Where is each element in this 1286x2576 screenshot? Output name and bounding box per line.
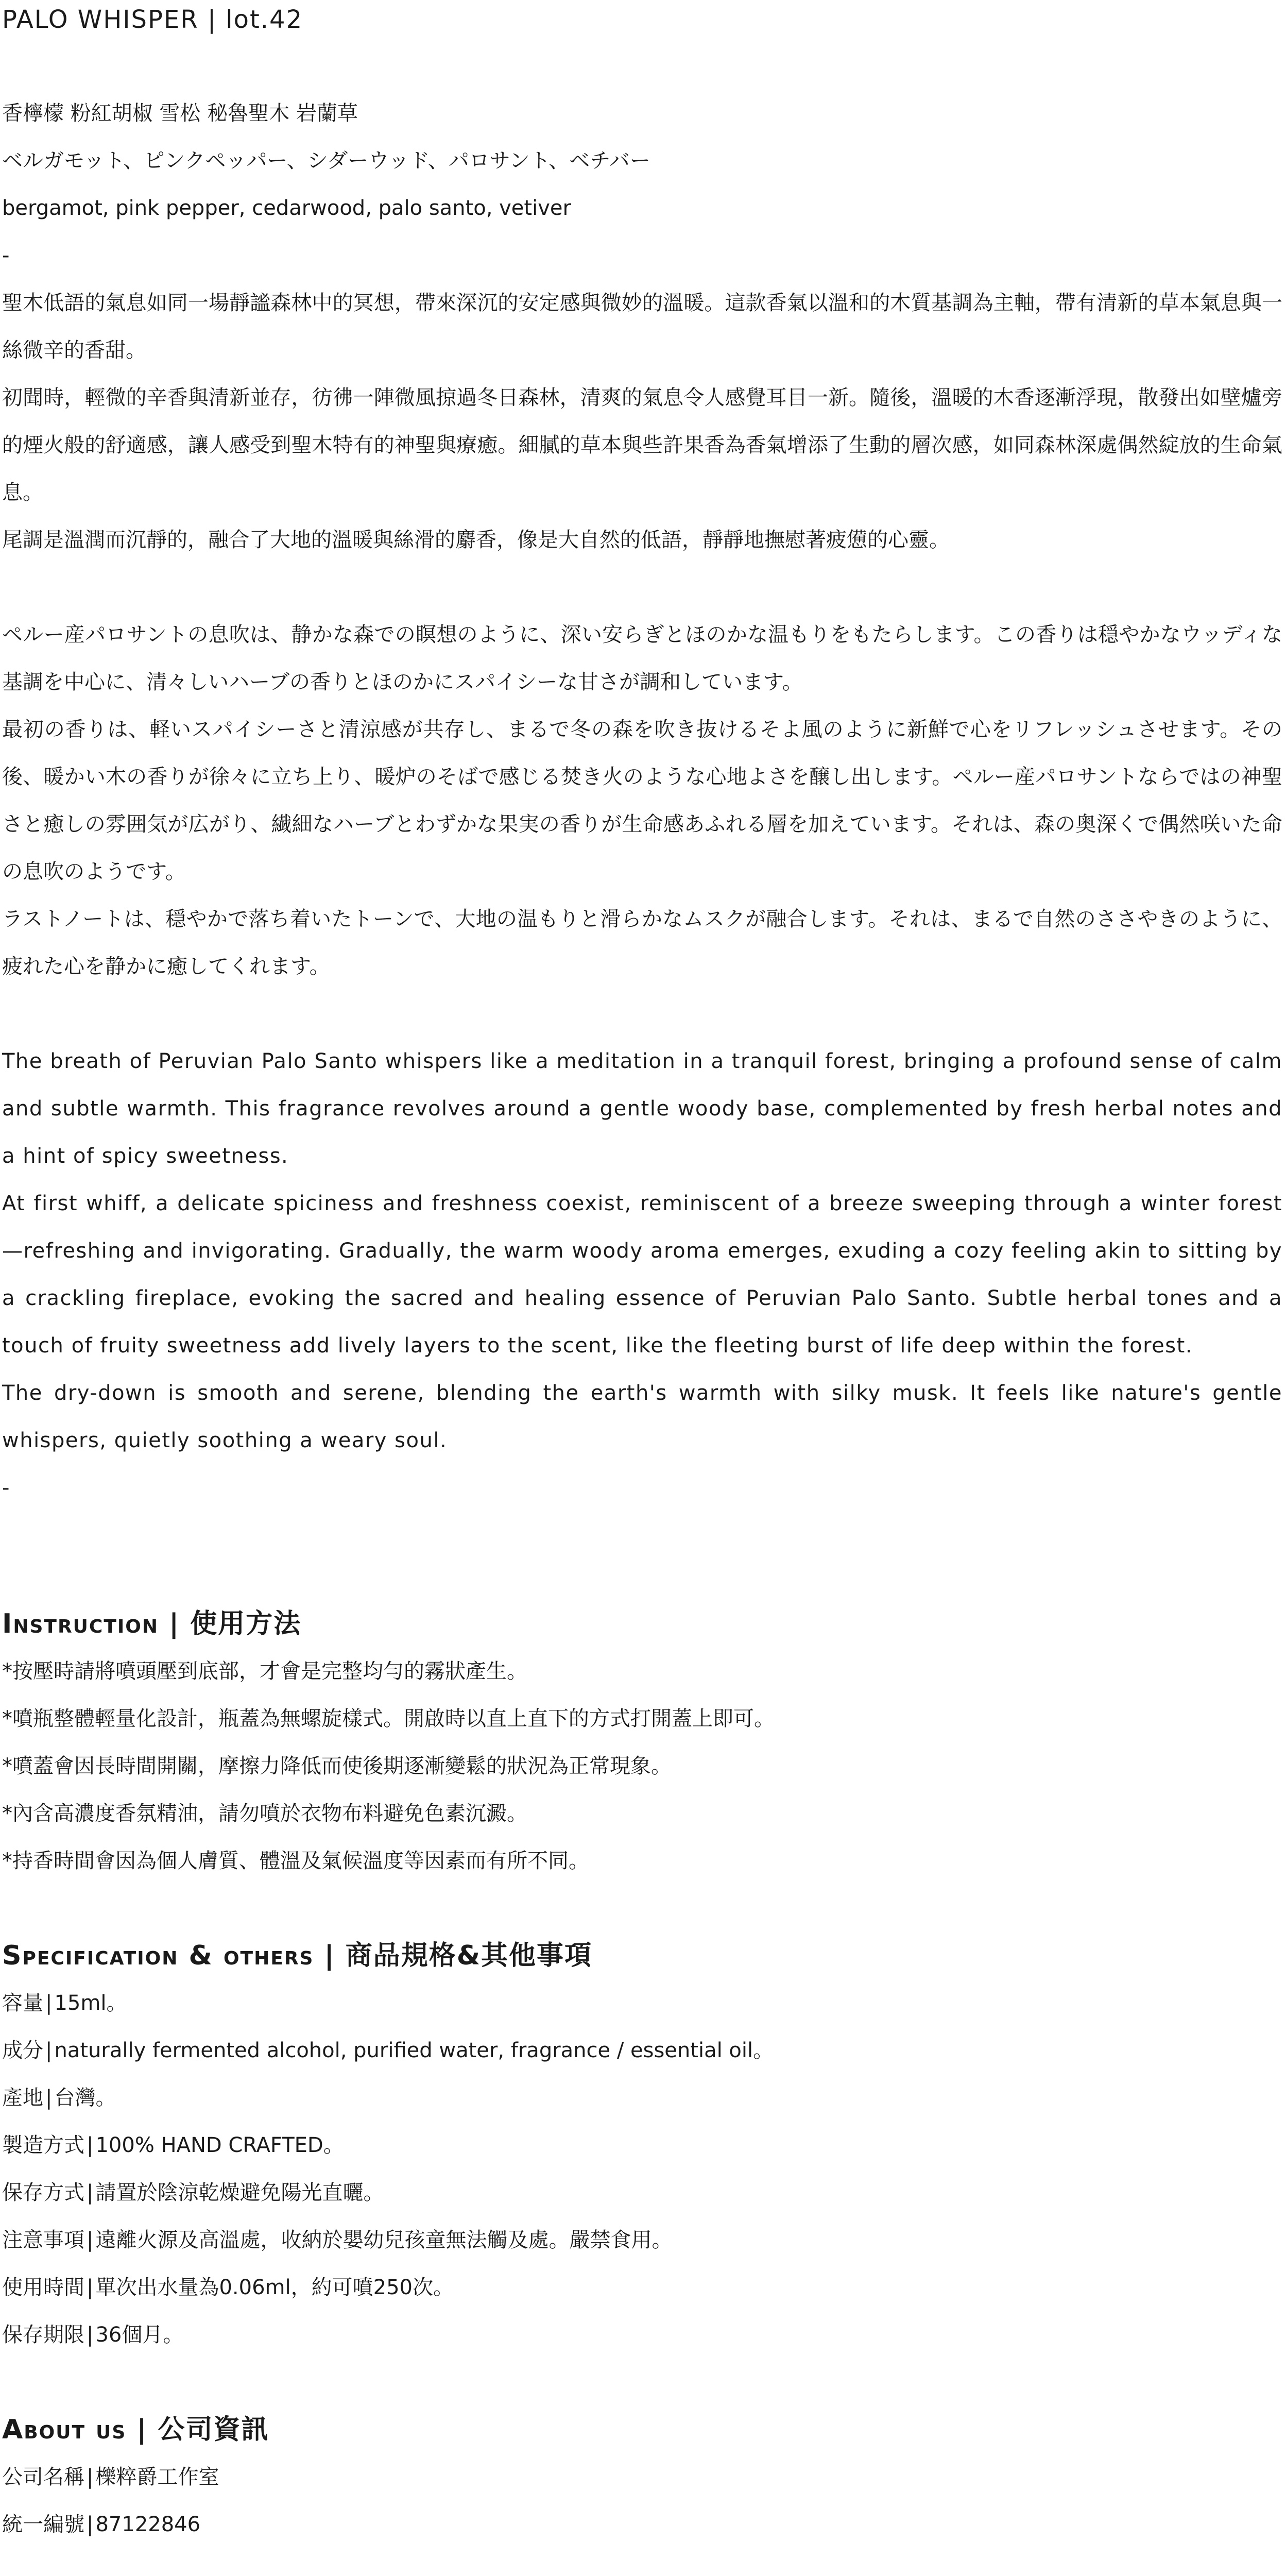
heading-separator: | xyxy=(159,1608,191,1639)
spec-separator: | xyxy=(87,2323,94,2347)
about-value: 87122846 xyxy=(95,2513,201,2536)
notes-divider: - xyxy=(2,244,10,267)
about-label: 公司名稱 xyxy=(2,2465,84,2489)
description-ja-paragraph: ペルー産パロサントの息吹は、静かな森での瞑想のように、深い安らぎとほのかな温もりをもたらします。この香りは穏やかなウッディな基調を中心に、清々しいハーブの香りとほのかにスパイシーな甘さが調和しています。 xyxy=(2,623,1282,694)
description-zh-paragraph: 尾調是溫潤而沉靜的，融合了大地的溫暖與絲滑的麝香，像是大自然的低語，靜靜地撫慰著疲憊的心靈。 xyxy=(2,528,950,552)
spec-separator: | xyxy=(87,2133,94,2157)
heading-separator: | xyxy=(314,1940,346,1971)
spec-label: 保存期限 xyxy=(2,2323,84,2347)
about-row xyxy=(2,2501,1282,2548)
spec-value: 單次出水量為0.06ml，約可噴250次。 xyxy=(95,2276,454,2299)
spec-separator: | xyxy=(45,1991,53,2015)
spec-label: 製造方式 xyxy=(2,2133,84,2157)
description-ja-paragraph: ラストノートは、穏やかで落ち着いたトーンで、大地の温もりと滑らかなムスクが融合します。それは、まるで自然のささやきのように、疲れた心を静かに癒してくれます。 xyxy=(2,907,1282,978)
heading-separator: | xyxy=(126,2414,158,2445)
description-en-paragraph: The dry-down is smooth and serene, blending the earth's warmth with silky musk. It feels like nature's gentle whispers, quietly soothing a weary soul. xyxy=(2,1381,1282,1452)
spec-value: 15ml。 xyxy=(54,1991,127,2015)
about-separator: | xyxy=(87,2513,94,2536)
instruction-item: *按壓時請將噴頭壓到底部，才會是完整均勻的霧狀產生。 xyxy=(2,1659,527,1683)
spec-separator: | xyxy=(87,2181,94,2205)
specification-heading-zh: 商品規格&其他事項 xyxy=(345,1940,593,1971)
product-title: PALO WHISPER | lot.42 xyxy=(2,5,303,34)
spec-label: 容量 xyxy=(2,1991,43,2015)
specification-heading xyxy=(2,1932,1282,1979)
notes-ja: ベルガモット、ピンクペッパー、シダーウッド、パロサント、ベチバー xyxy=(2,149,650,173)
instruction-item: *噴瓶整體輕量化設計，瓶蓋為無螺旋樣式。開啟時以直上直下的方式打開蓋上即可。 xyxy=(2,1707,775,1731)
spec-label: 保存方式 xyxy=(2,2181,84,2205)
spec-label: 成分 xyxy=(2,2039,43,2062)
about-row xyxy=(2,2453,1282,2501)
spec-value: naturally fermented alcohol, purified water, fragrance / essential oil。 xyxy=(54,2039,774,2062)
about-separator: | xyxy=(87,2465,94,2489)
spec-row xyxy=(2,1979,1282,2027)
spec-row xyxy=(2,2074,1282,2122)
spec-value: 台灣。 xyxy=(54,2086,116,2110)
instruction-heading-en: Instruction xyxy=(2,1608,159,1639)
instruction-heading-zh: 使用方法 xyxy=(190,1608,302,1639)
spec-row xyxy=(2,2169,1282,2216)
spec-value: 100% HAND CRAFTED。 xyxy=(95,2133,344,2157)
spec-label: 使用時間 xyxy=(2,2276,84,2299)
description-ja-paragraph: 最初の香りは、軽いスパイシーさと清涼感が共存し、まるで冬の森を吹き抜けるそよ風のように新鮮で心をリフレッシュさせます。その後、暖かい木の香りが徐々に立ち上り、暖炉のそばで感じる焚き火のような心地よさを醸し出します。ペルー産パロサントならではの神聖さと癒しの雰囲気が広がり、繊細なハーブとわずかな果実の香りが生命感あふれる層を加えています。それは、森の奥深くで偶然咲いた命の息吹のようです。 xyxy=(2,718,1282,884)
specification-section xyxy=(2,1932,1282,2359)
description-divider: - xyxy=(2,1476,10,1500)
specification-heading-en: Specification & others xyxy=(2,1940,314,1971)
instruction-item: *內含高濃度香氛精油，請勿噴於衣物布料避免色素沉澱。 xyxy=(2,1802,527,1825)
about-value: 櫟粹爵工作室 xyxy=(95,2465,219,2489)
description-zh-paragraph: 聖木低語的氣息如同一場靜謐森林中的冥想，帶來深沉的安定感與微妙的溫暖。這款香氣以溫和的木質基調為主軸，帶有清新的草本氣息與一絲微辛的香甜。 xyxy=(2,291,1282,362)
description-en xyxy=(2,1038,1282,1512)
about-section xyxy=(2,2406,1282,2548)
spec-label: 注意事項 xyxy=(2,2228,84,2252)
spec-value: 36個月。 xyxy=(95,2323,184,2347)
spec-label: 產地 xyxy=(2,2086,43,2110)
notes-zh: 香檸檬 粉紅胡椒 雪松 秘魯聖木 岩蘭草 xyxy=(2,101,358,125)
instruction-item: *持香時間會因為個人膚質、體溫及氣候溫度等因素而有所不同。 xyxy=(2,1849,589,1873)
about-heading-zh: 公司資訊 xyxy=(158,2414,269,2445)
description-zh-paragraph: 初聞時，輕微的辛香與清新並存，彷彿一陣微風掠過冬日森林，清爽的氣息令人感覺耳目一新。隨後，溫暖的木香逐漸浮現，散發出如壁爐旁的煙火般的舒適感，讓人感受到聖木特有的神聖與療癒。細膩的草本與些許果香為香氣增添了生動的層次感，如同森林深處偶然綻放的生命氣息。 xyxy=(2,386,1282,504)
about-label: 統一編號 xyxy=(2,2513,84,2536)
spec-row xyxy=(2,2311,1282,2359)
spec-row xyxy=(2,2122,1282,2169)
description-ja xyxy=(2,611,1282,990)
spec-value: 請置於陰涼乾燥避免陽光直曬。 xyxy=(95,2181,384,2205)
notes-en: bergamot, pink pepper, cedarwood, palo santo, vetiver xyxy=(2,196,571,220)
description-en-paragraph: The breath of Peruvian Palo Santo whispers like a meditation in a tranquil forest, bringing a profound sense of calm and subtle warmth. This fragrance revolves around a gentle woody base, complemented by fresh herbal notes and a hint of spicy sweetness. xyxy=(2,1049,1282,1168)
instruction-heading xyxy=(2,1600,1282,1648)
about-heading-en: About us xyxy=(2,2414,127,2445)
about-heading xyxy=(2,2406,1282,2453)
spec-separator: | xyxy=(87,2228,94,2252)
spec-row xyxy=(2,2216,1282,2264)
spec-row xyxy=(2,2027,1282,2074)
spec-separator: | xyxy=(45,2039,53,2062)
spec-row xyxy=(2,2264,1282,2311)
instruction-item: *噴蓋會因長時間開關，摩擦力降低而使後期逐漸變鬆的狀況為正常現象。 xyxy=(2,1754,672,1778)
spec-separator: | xyxy=(45,2086,53,2110)
description-en-paragraph: At first whiff, a delicate spiciness and freshness coexist, reminiscent of a breeze sweeping through a winter forest—refreshing and invigorating. Gradually, the warm woody aroma emerges, exuding a cozy feeling akin to sitting by a crackling fireplace, evoking the sacred and healing essence of Peruvian Palo Santo. Subtle herbal tones and a touch of fruity sweetness add lively layers to the scent, like the fleeting burst of life deep within the forest. xyxy=(2,1192,1282,1358)
description-zh xyxy=(2,279,1282,564)
notes-section xyxy=(2,90,1282,279)
spec-separator: | xyxy=(87,2276,94,2299)
spec-value: 遠離火源及高溫處，收納於嬰幼兒孩童無法觸及處。嚴禁食用。 xyxy=(95,2228,673,2252)
instruction-section xyxy=(2,1600,1282,1885)
